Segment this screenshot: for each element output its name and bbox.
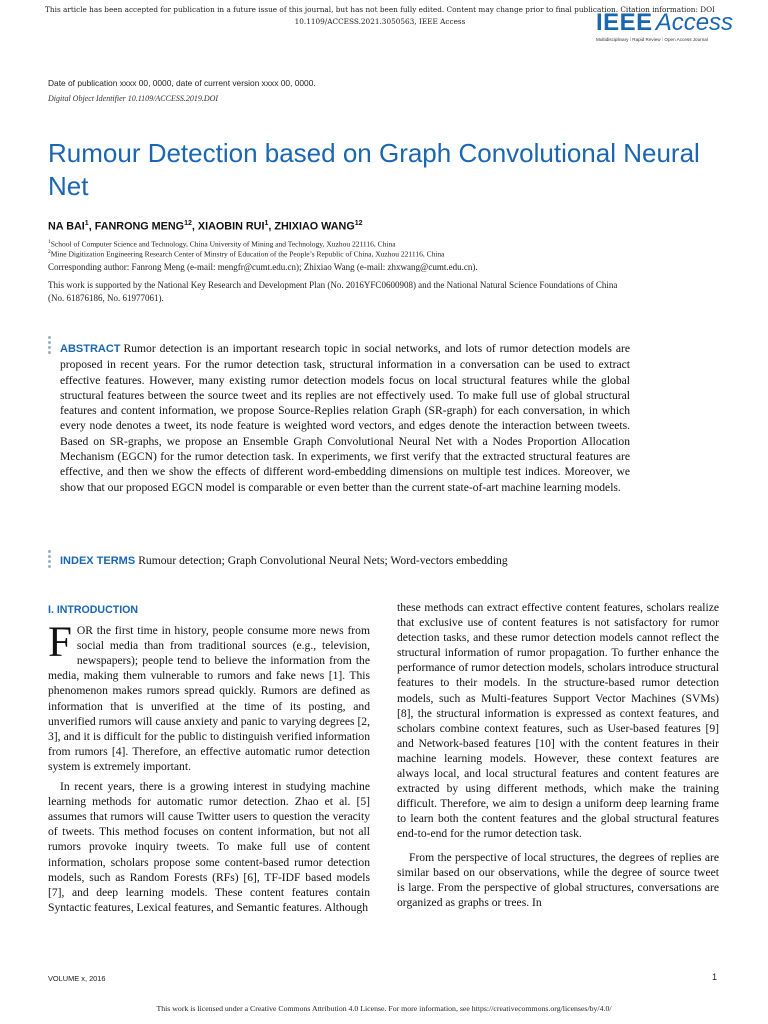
publication-date: Date of publication xxxx 00, 0000, date of current version xxxx 00, 0000.: [48, 78, 316, 88]
intro-paragraph-1: [48, 619, 370, 774]
abstract: [60, 341, 630, 495]
author-list: [48, 220, 363, 233]
abstract-text: Rumor detection is an important research topic in social networks, and lots of rumor detection models are proposed in recent years. For the rumor detection task, structural information in a conversation can be used to extract effective features. However, many existing rumor detection models focus on local structural features while the global structural features between the source tweet and its replies are not effectively used. To make full use of global structural features and content information, we propose Source-Replies relation Graph (SR-graph) for each conversation, in which every node denotes a tweet, its node feature is weighted word vectors, and edges denote the interaction between tweets. Based on SR-graphs, we propose an Ensemble Graph Convolutional Neural Net with a Nodes Proportion Allocation Mechanism (EGCN) for the rumor detection task. In experiments, we first verify that the extracted structural features are effective, and then we show the effects of different word-embedding dimensions on multiple test indices. Moreover, we show that our proposed EGCN model is comparable or even better than the current state-of-art machine learning models.: [60, 342, 630, 494]
abstract-marker-icon: [48, 336, 52, 356]
drop-cap: F: [48, 619, 72, 667]
abstract-label: ABSTRACT: [60, 343, 121, 355]
author-name: NA BAI: [48, 220, 85, 233]
paper-title: Rumour Detection based on Graph Convolutional Neural Net: [48, 138, 700, 201]
author-affiliation-ref: 12: [354, 220, 363, 227]
left-column: [48, 603, 370, 915]
logo-brand: IEEE: [596, 9, 653, 36]
author-separator: ,: [268, 220, 275, 233]
index-terms-text: Rumour detection; Graph Convolutional Neural Nets; Word-vectors embedding: [138, 554, 508, 567]
affiliation-text: Mine Digitization Engineering Research Center of Minstry of Education of the People’s Republic of China, Xuzhou 221116, China: [50, 249, 445, 259]
funding-note: This work is supported by the National Key Research and Development Plan (No. 2016YFC0600908) and the National Natural Science Foundations of China (No. 61876186, No. 61977061).: [48, 280, 618, 303]
license-footer: This work is licensed under a Creative Commons Attribution 4.0 License. For more information, see https://creativecommons.org/licenses/by/4.0/: [156, 1004, 612, 1013]
intro-paragraph-2: In recent years, there is a growing interest in studying machine learning methods for automatic rumor detection. Zhao et al. [5] assumes that rumors will cause Twitter users to question the veracity of tweets. This method focuses on content information, but not all rumors provoke inquiry tweets. To make full use of content information, scholars propose some content-based rumor detection models, such as Random Forests (RFs) [6], TF-IDF based models [7], and deep learning models. These content features contain Syntactic features, Lexical features, and Semantic features. Although: [48, 780, 370, 914]
affiliation-number: 1: [48, 239, 51, 245]
logo-name: Access: [655, 9, 734, 36]
banner-line-2: 10.1109/ACCESS.2021.3050563, IEEE Access: [294, 17, 466, 26]
affiliation-number: 2: [48, 249, 51, 255]
intro-paragraph-4: From the perspective of local structures, the degrees of replies are similar based on our observations, while the degree of source tweet is large. From the perspective of global structures, conversations are organized as graphs or trees. In: [397, 850, 719, 909]
index-terms-label: INDEX TERMS: [60, 555, 136, 567]
volume-label: VOLUME x, 2016: [48, 974, 106, 983]
intro-paragraph-1-text: OR the first time in history, people consume more news from social media than from traditional sources (e.g., television, newspapers); people tend to believe the information from the media, making them vulnerable to rumors and fake news [1]. This phenomenon makes rumors spread quickly. Rumors are defined as information that is unverified at the time of its posting, and unverified rumors will cause anxiety and panic to varying degrees [2, 3], and it is difficult for the public to distinguish verified information from rumors [4]. Therefore, an effective automatic rumor detection system is extremely important.: [48, 624, 370, 773]
author-affiliation-ref: 12: [184, 220, 192, 227]
author-separator: ,: [88, 220, 95, 233]
ieee-access-logo: [596, 9, 734, 42]
intro-paragraph-3: these methods can extract effective content features, scholars realize that exclusive use of content features is not satisfactory for rumor detection tasks, and these rumor detection models cannot reflect the structural information of rumor propagation. To further enhance the performance of rumor detection models, scholars introduce structural features to their models. In the structure-based rumor detection models, such as Multi-features Support Vector Machines (SVMs) [8], the structural information is expressed as context features, and scholars combine context features, such as User-based features [9] and Network-based features [10] with the content features in their machine learning models. However, these context features are always local, and local structural features and content features are extracted by using different methods, which make the training difficult. Therefore, we aim to design a uniform deep learning frame to learn both the content features and the global structural features end-to-end for the rumor detection task.: [397, 601, 719, 841]
author-name: ZHIXIAO WANG: [274, 220, 355, 233]
right-column: [397, 600, 719, 910]
author-name: FANRONG MENG: [94, 220, 185, 233]
author-name: XIAOBIN RUI: [197, 220, 265, 233]
author-affiliation-ref: 1: [264, 220, 269, 227]
affiliation-2: [48, 247, 445, 260]
author-affiliation-ref: 1: [84, 220, 89, 227]
index-terms-marker-icon: [48, 550, 52, 570]
logo-wordmark: [596, 9, 734, 36]
affiliation-text: School of Computer Science and Technology, China University of Mining and Technology, Xuzhou 221116, China: [50, 239, 396, 249]
author-separator: ,: [191, 220, 198, 233]
section-heading-introduction: I. INTRODUCTION: [48, 604, 139, 616]
doi-line: Digital Object Identifier 10.1109/ACCESS.2019.DOI: [48, 94, 219, 103]
banner-line-1: This article has been accepted for publication in a future issue of this journal, but has not been fully edited. Content may change prior to final publication. Citation information: DOI: [45, 5, 715, 14]
logo-tagline: Multidisciplinary ⁞ Rapid Review ⁞ Open Access Journal: [596, 37, 708, 42]
corresponding-author: Corresponding author: Fanrong Meng (e-mail: mengfr@cumt.edu.cn); Zhixiao Wang (e-mail: zhxwang@cumt.edu.cn).: [48, 262, 478, 272]
index-terms: [60, 554, 680, 567]
page-number: 1: [712, 972, 718, 982]
